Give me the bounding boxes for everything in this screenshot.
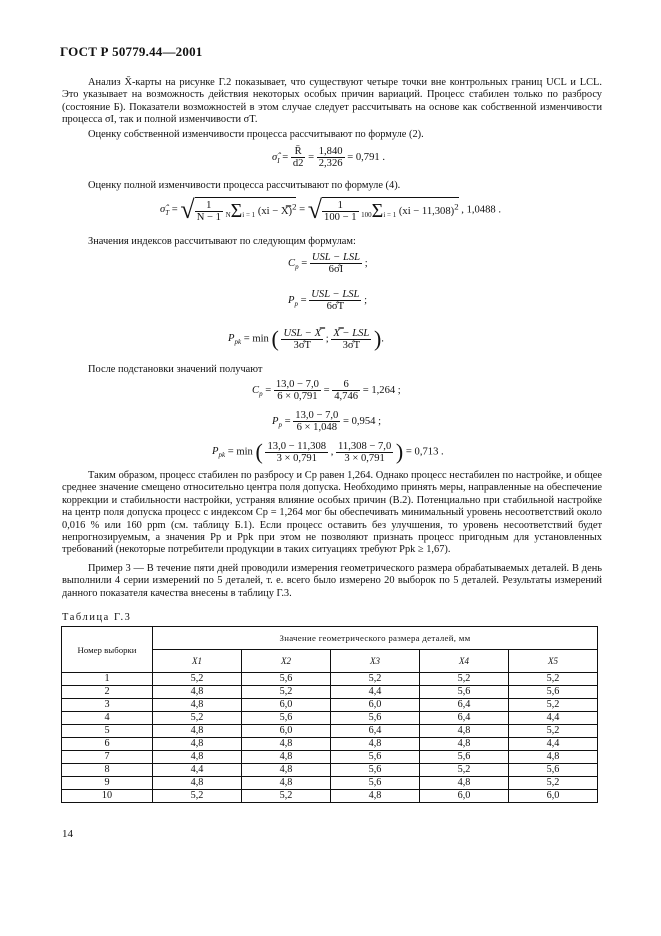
formula-cp-def-num: USL − LSL [311, 252, 361, 263]
measurement-cell: 4,8 [153, 686, 242, 699]
measurement-cell: 5,2 [242, 790, 331, 803]
sample-number-cell: 4 [62, 712, 153, 725]
sample-number-cell: 2 [62, 686, 153, 699]
measurement-cell: 5,2 [420, 673, 509, 686]
table-row [62, 751, 598, 764]
formula-cp-definition: $C_p$ = $\frac{\text{USL − LSL}}{6\sigmâI}$ ; [288, 252, 368, 275]
paragraph-sigma-t-intro: Оценку полной изменчивости процесса рассчитывают по формуле (4). [88, 180, 401, 191]
formula-sigma-t-sum2-bot: i = 1 [383, 211, 397, 219]
measurement-cell: 6,4 [420, 699, 509, 712]
measurement-cell: 4,8 [331, 738, 420, 751]
measurement-cell: 6,0 [420, 790, 509, 803]
paragraph-example-3: Пример 3 — В течение пяти дней проводили измерения геометрического размера обрабатываемых деталей. В день выполнили 4 серии измерений по 5 деталей, т. е. всего было измерено 20 выборок по 5 деталей. Результаты измерений данного показателя качества внесены в таблицу Г.3. [62, 563, 602, 599]
formula-pp-val-d1: 6 × 1,048 [296, 422, 337, 433]
paragraph-indices-intro: Значения индексов рассчитывают по следующим формулам: [88, 236, 356, 247]
measurement-cell: 4,8 [420, 738, 509, 751]
measurement-cell: 5,2 [331, 673, 420, 686]
formula-ppk-def-b-num: X̿ − LSL [333, 327, 370, 339]
col-group-header: Значение геометрического размера деталей, мм [153, 627, 598, 650]
table-caption: Таблица Г.3 [62, 612, 132, 623]
subcol-x5: X5 [509, 650, 598, 673]
formula-sigma-t: $\sigmâ_T$ = √ $\frac{1}{N - 1}$ NΣi = 1 (xi − X̿)$^2$ = √ $\frac{1}{100 - 1}$ 100Σi = 1 (xi − 11,308)$^2$ , 1,0488 . [160, 195, 501, 224]
measurement-cell: 5,6 [331, 777, 420, 790]
formula-sigma-t-num: 1 [195, 200, 223, 212]
formula-ppk-val-d1: 3 × 0,791 [276, 452, 317, 464]
sample-number-cell: 1 [62, 673, 153, 686]
page-number: 14 [62, 828, 73, 840]
formula-pp-def-num: USL − LSL [311, 289, 360, 300]
formula-ppk-definition: $P_{pk} = \min$ ( $\frac{\text{USL − X̿}}{3\sigmâT}$ ; $\frac{\text{X̿ − LSL}}{3\sigmâT}$ ). [228, 326, 384, 351]
formula-cp-val-n2: 6 [332, 379, 360, 391]
table-row [62, 738, 598, 751]
formula-sigma-t-body: (xi − X̿) [257, 205, 293, 217]
formula-ppk-def-b-den: 3σ̂T [342, 339, 361, 351]
subcol-x1: X1 [153, 650, 242, 673]
measurement-cell: 4,4 [509, 738, 598, 751]
subcol-x4: X4 [420, 650, 509, 673]
measurement-cell: 5,6 [509, 686, 598, 699]
formula-sigma-i-den: d2 [292, 158, 304, 169]
formula-sigma-i-num2: 1,840 [318, 146, 343, 157]
measurement-cell: 4,8 [242, 764, 331, 777]
measurement-cell: 4,8 [242, 777, 331, 790]
measurement-cell: 4,8 [242, 751, 331, 764]
formula-ppk-def-a-den: 3σ̂T [293, 339, 312, 351]
measurement-cell: 4,8 [153, 699, 242, 712]
formula-sigma-i-result: = 0,791 . [347, 151, 385, 163]
measurement-cell: 5,6 [331, 764, 420, 777]
formula-sigma-t-sum-bot: i = 1 [242, 211, 256, 219]
paragraph-substitution-intro: После подстановки значений получают [88, 364, 263, 375]
sample-number-cell: 9 [62, 777, 153, 790]
paragraph-xbar-analysis: Анализ X̄-карты на рисунке Г.2 показывает, что существуют четыре точки вне контрольных границ UCL и LCL. Это указывает на возможность действия некоторых особых причин вариаций. Процесс стабилен только по разбросу (состояние Б). Показатели возможностей в этом случае следует рассчитывать на основе как собственной изменчивости процесса σI, так и полной изменчивости σT. [62, 77, 602, 126]
formula-sigma-t-den: N − 1 [196, 212, 221, 223]
measurement-cell: 4,8 [153, 725, 242, 738]
formula-cp-def-den: 6σ̂I [328, 264, 344, 275]
measurement-cell: 4,8 [420, 725, 509, 738]
formula-sigma-t-sum-top: N [225, 211, 231, 219]
measurement-cell: 6,4 [420, 712, 509, 725]
paragraph-sigma-i-intro: Оценку собственной изменчивости процесса рассчитывают по формуле (2). [88, 129, 424, 140]
formula-pp-value: $P_p$ = $\frac{13,0 - 7,0}{6 \times 1,048}$ = 0,954 ; [272, 410, 382, 433]
measurement-cell: 5,2 [153, 790, 242, 803]
measurement-cell: 5,2 [420, 764, 509, 777]
subcol-x3: X3 [331, 650, 420, 673]
table-row [62, 777, 598, 790]
formula-cp-val-result: = 1,264 ; [362, 384, 401, 396]
paragraph-conclusion: Таким образом, процесс стабилен по разбросу и Cp равен 1,264. Однако процесс нестабилен по настройке, и общее среднее значение смещено относительно центра поля допуска. Необходимо принять меры, направленные на обеспечение коррекции и стабильности настройки, устраняя влияние особых причин (В.2). Потенциально при стабильной настройке на центр поля допуска процесс с индексом Cp = 1,264 мог бы обеспечивать минимальный уровень несоответствий около 0,016 % или 160 ppm (см. таблицу Б.1). Если процесс оставить без улучшения, то уровень несоответствий будет непрогнозируемым, а значения Pp и Ppk при этом не позволяют признать процесс пригодным для установленных требований (некоторые потребители продукции в таких ситуациях требуют Ppk ≥ 1,67). [62, 470, 602, 556]
measurement-table [61, 626, 598, 803]
sample-number-cell: 5 [62, 725, 153, 738]
measurement-cell: 5,2 [242, 686, 331, 699]
table-row [62, 764, 598, 777]
measurement-cell: 4,8 [420, 777, 509, 790]
sample-number-cell: 7 [62, 751, 153, 764]
formula-pp-val-result: = 0,954 ; [342, 415, 382, 427]
measurement-cell: 4,8 [509, 751, 598, 764]
formula-ppk-val-d2: 3 × 0,791 [344, 452, 385, 464]
measurement-cell: 5,6 [242, 712, 331, 725]
formula-ppk-def-a-num: USL − X̿ [283, 327, 322, 339]
measurement-cell: 4,4 [509, 712, 598, 725]
measurement-cell: 6,0 [242, 725, 331, 738]
table-row [62, 673, 598, 686]
measurement-cell: 4,4 [331, 686, 420, 699]
formula-ppk-val-n1: 13,0 − 11,308 [267, 440, 327, 452]
sample-number-cell: 8 [62, 764, 153, 777]
sample-number-cell: 3 [62, 699, 153, 712]
measurement-cell: 5,2 [509, 777, 598, 790]
measurement-cell: 4,8 [242, 738, 331, 751]
table-row [62, 686, 598, 699]
measurement-cell: 5,6 [420, 686, 509, 699]
formula-sigma-i: $\sigmâ_I$ = $\frac{R̄}{d2}$ = $\frac{1,840}{2,326}$ = 0,791 . [272, 146, 385, 169]
formula-sigma-t-result: , 1,0488 . [461, 204, 501, 216]
formula-pp-val-n1: 13,0 − 7,0 [295, 410, 339, 421]
sample-number-cell: 6 [62, 738, 153, 751]
formula-ppk-val-n2: 11,308 − 7,0 [338, 440, 392, 452]
measurement-cell: 4,8 [331, 790, 420, 803]
measurement-cell: 5,2 [153, 712, 242, 725]
formula-sigma-t-mid-num: 1 [322, 200, 358, 212]
measurement-cell: 5,6 [420, 751, 509, 764]
formula-pp-definition: $P_p$ = $\frac{\text{USL − LSL}}{6\sigmâT}$ ; [288, 289, 368, 312]
formula-sigma-i-num: R̄ [291, 146, 306, 158]
col-sample-number: Номер выборки [62, 627, 153, 673]
measurement-cell: 6,0 [331, 699, 420, 712]
measurement-cell: 6,0 [242, 699, 331, 712]
formula-sigma-t-body2: (xi − 11,308) [398, 205, 455, 217]
measurement-cell: 5,2 [509, 699, 598, 712]
measurement-cell: 5,6 [242, 673, 331, 686]
measurement-cell: 4,8 [153, 751, 242, 764]
formula-cp-val-d1: 6 × 0,791 [277, 391, 318, 402]
formula-ppk-value: $P_{pk} = \min$ ( $\frac{13,0 - 11,308}{3 \times 0,791}$ , $\frac{11,308 - 7,0}{3 \times 0,791}$ ) = 0,713 . [212, 439, 444, 464]
measurement-cell: 5,2 [509, 725, 598, 738]
measurement-cell: 4,8 [153, 738, 242, 751]
formula-cp-val-d2: 4,746 [334, 391, 359, 402]
table-row [62, 712, 598, 725]
measurement-cell: 5,6 [509, 764, 598, 777]
table-row [62, 725, 598, 738]
formula-pp-def-den: 6σ̂T [326, 301, 345, 312]
formula-sigma-i-den2: 2,326 [318, 158, 343, 169]
formula-ppk-val-result: = 0,713 . [405, 446, 444, 458]
measurement-cell: 6,4 [331, 725, 420, 738]
measurement-cell: 5,2 [509, 673, 598, 686]
subcol-x2: X2 [242, 650, 331, 673]
formula-sigma-t-mid-den: 100 − 1 [324, 212, 357, 223]
formula-cp-value: $C_p$ = $\frac{13,0 - 7,0}{6 \times 0,791}$ = $\frac{6}{4,746}$ = 1,264 ; [252, 379, 401, 402]
sample-number-cell: 10 [62, 790, 153, 803]
measurement-cell: 4,8 [153, 777, 242, 790]
table-row [62, 699, 598, 712]
formula-sigma-t-sum2-top: 100 [361, 211, 372, 219]
measurement-cell: 4,4 [153, 764, 242, 777]
measurement-cell: 6,0 [509, 790, 598, 803]
measurement-cell: 5,2 [153, 673, 242, 686]
standard-header: ГОСТ Р 50779.44—2001 [60, 44, 203, 59]
measurement-cell: 5,6 [331, 712, 420, 725]
table-row [62, 790, 598, 803]
formula-cp-val-n1: 13,0 − 7,0 [275, 379, 319, 390]
measurement-cell: 5,6 [331, 751, 420, 764]
